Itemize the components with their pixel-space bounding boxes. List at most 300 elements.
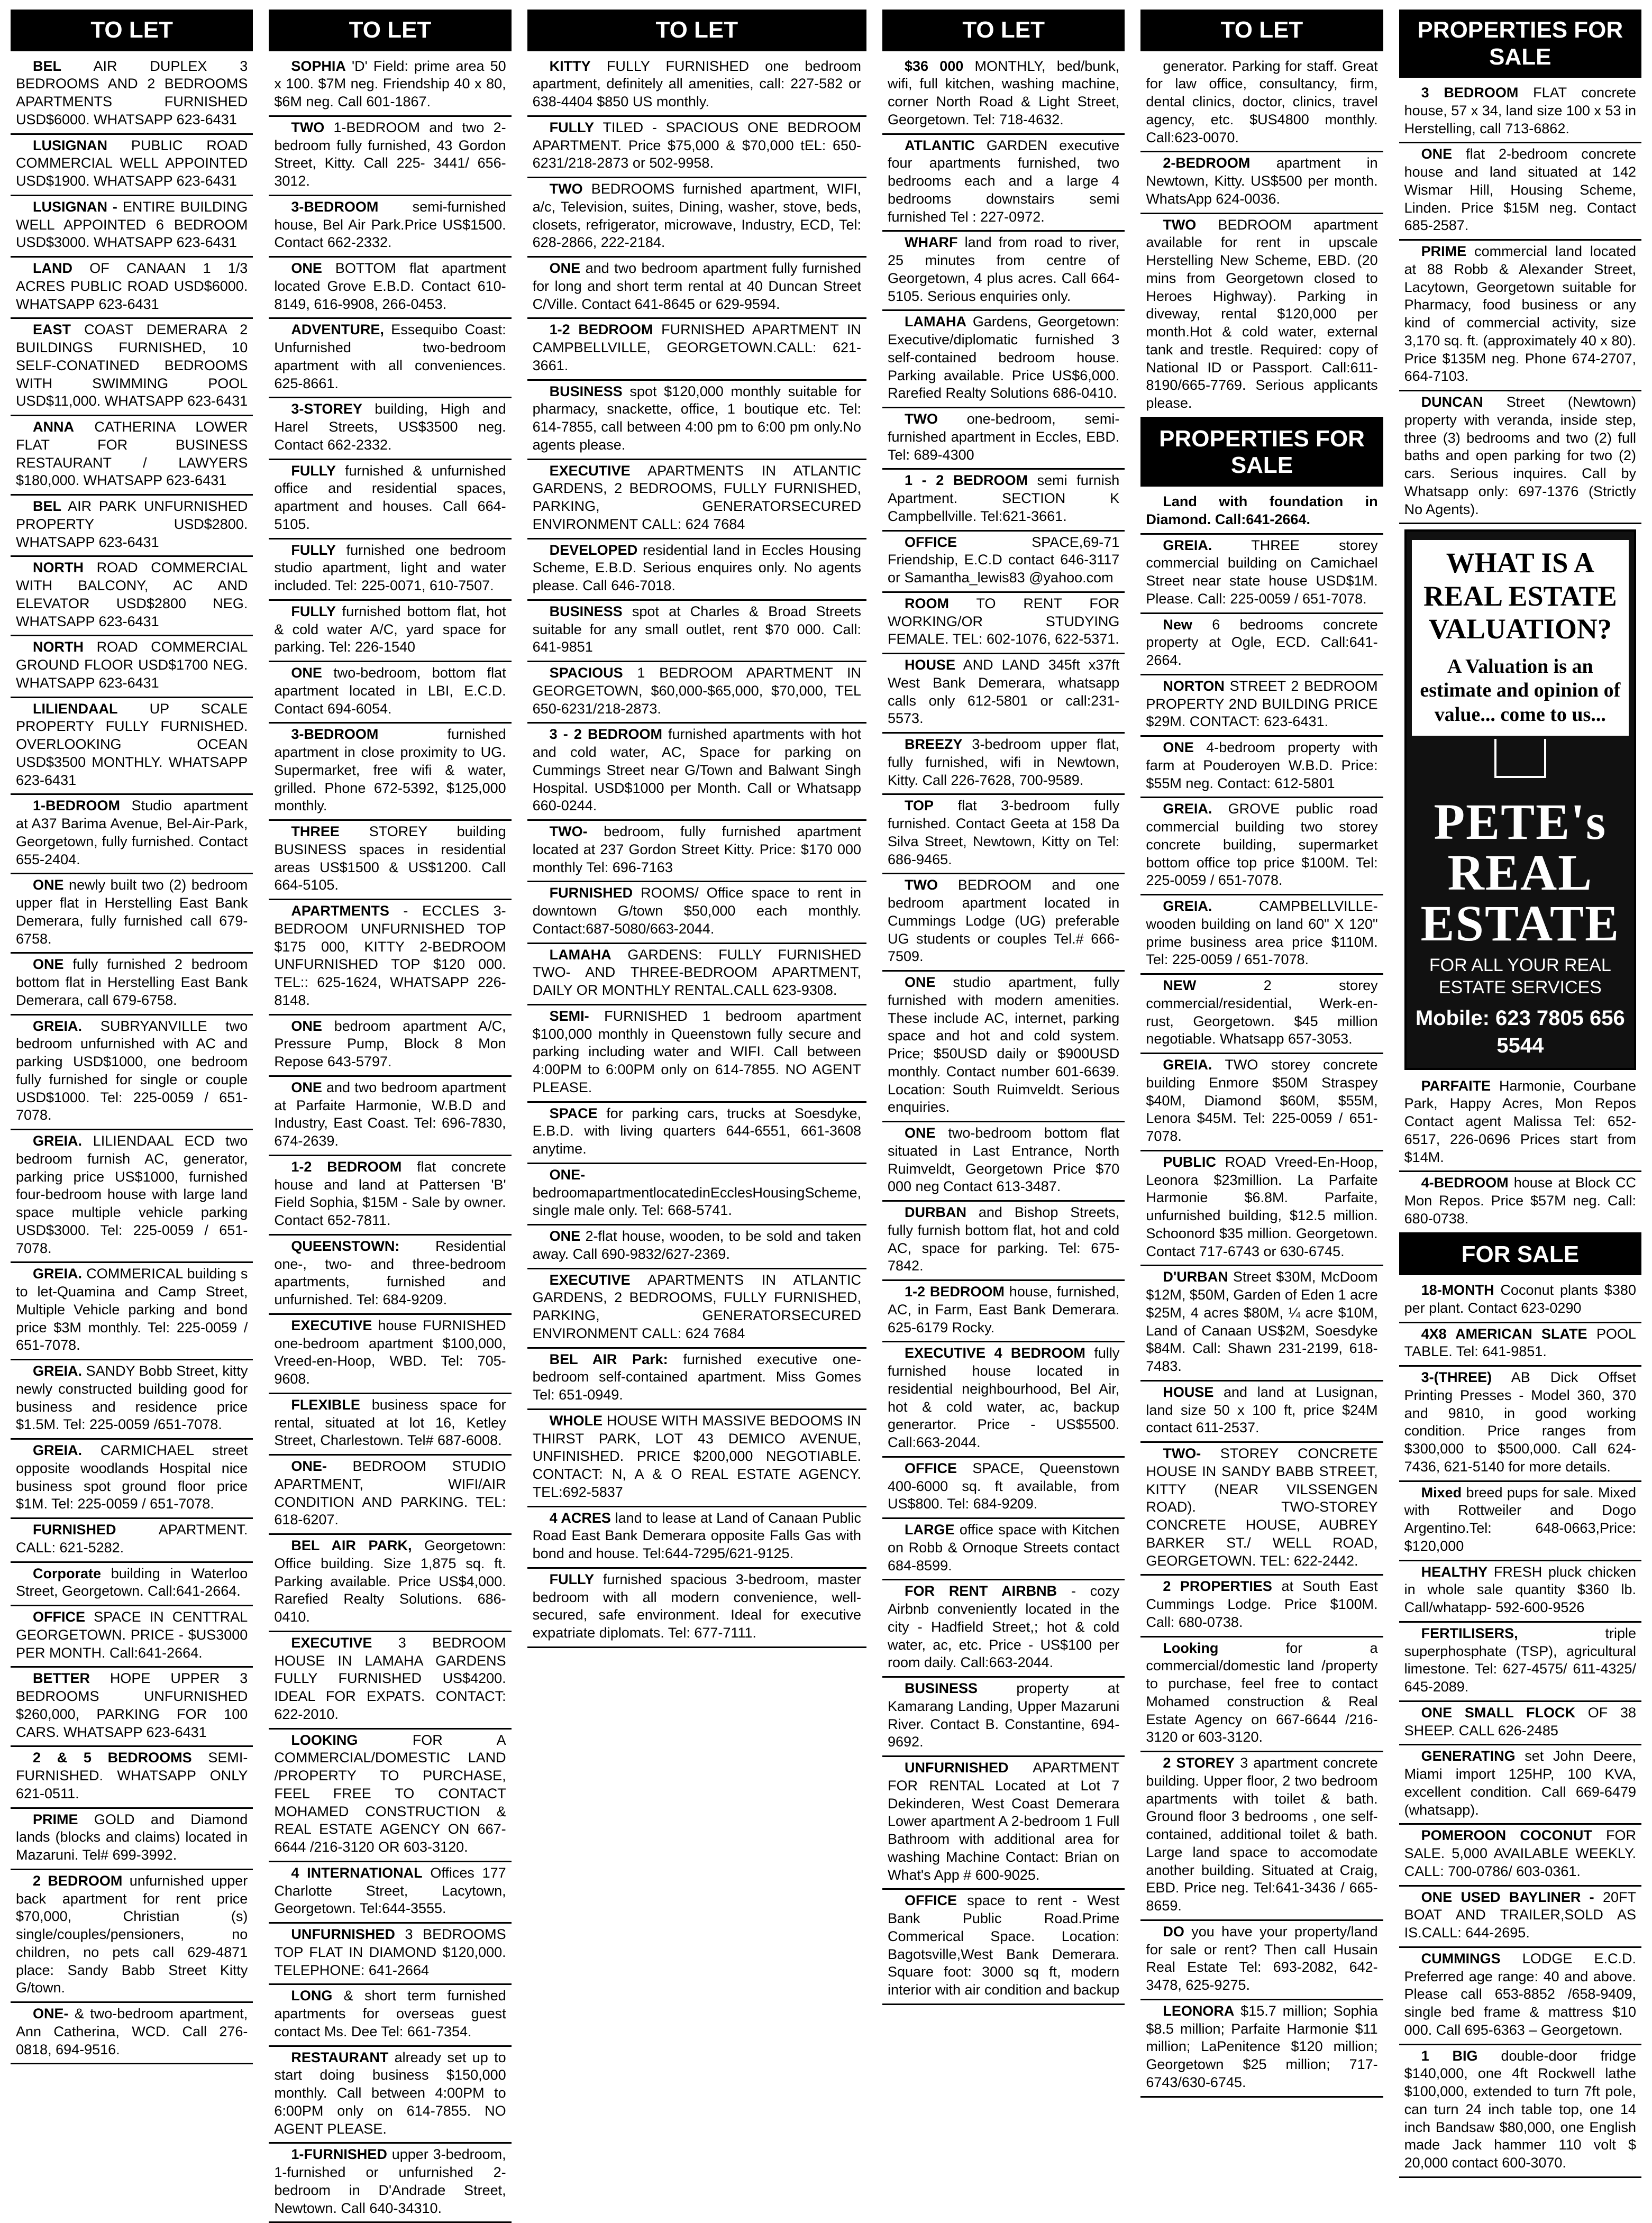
classified-ad: [1399, 1279, 1641, 1323]
ad-body: CAMPBELLVILLE-wooden building on land 60" X 120" prime business area price $110M. Tel: 225-0059 / 651-7078.: [1146, 898, 1378, 968]
ad-lead: GREIA.: [1163, 537, 1212, 553]
classified-ad: [527, 56, 866, 117]
ad-body: - ECCLES 3-BEDROOM UNFURNISHED TOP $175 000, KITTY 2-BEDROOM UNFURNISHED TOP $120 000. TEL:: 625-1624, WHATSAPP 226-8148.: [274, 903, 506, 1008]
house-icon: [1494, 739, 1546, 778]
ad-body: FURNISHED APARTMENT IN CAMPBELLVILLE, GEORGETOWN.CALL: 621-3661.: [532, 322, 861, 373]
ad-lead: DURBAN: [905, 1204, 966, 1221]
ad-lead: BUSINESS: [549, 383, 623, 399]
classified-ad: [1140, 56, 1383, 153]
classified-ad: [527, 1103, 866, 1164]
ad-lead: FULLY: [549, 119, 595, 135]
ad-body: Offices 177 Charlotte Street, Lacytown, Georgetown. Tel:644-3555.: [274, 1864, 506, 1917]
ad-lead: OFFICE: [905, 1460, 957, 1476]
ad-body: OF CANAAN 1 1/3 ACRES PUBLIC ROAD USD$6000. WHATSAPP 623-6431: [16, 260, 248, 312]
ad-body: Street $30M, McDoom $12M, $50M, Garden of Eden 1 acre $25M, 4 acres $80M, ¼ acre $10M, Land of Canaan US$2M, Soesdyke $84M. Call: Shawn 231-2199, 618-7483.: [1146, 1269, 1378, 1375]
advert-subtitle: A Valuation is an estimate and opinion of value... come to us...: [1412, 652, 1629, 736]
classified-ad: [269, 1016, 511, 1077]
classified-ad: [11, 496, 253, 557]
ad-lead: LUSIGNAN: [33, 137, 107, 153]
ad-body: at South East Cummings Lodge. Price $100M. Call: 680-0738.: [1146, 1578, 1378, 1630]
ad-lead: CUMMINGS: [1421, 1950, 1501, 1966]
ad-lead: FERTILISERS,: [1421, 1625, 1518, 1641]
ad-body: UP SCALE PROPERTY FULLY FURNISHED. OVERLOOKING OCEAN USD$3500 MONTHLY. WHATSAPP 623-6431: [16, 700, 248, 788]
classified-ad: [11, 1360, 253, 1440]
column-2: [269, 10, 511, 2223]
ad-body: and two bedroom apartment fully furnished for long and short term rental at 40 Duncan Street C/Ville. Contact 641-8645 or 629-9594.: [532, 260, 861, 312]
ad-body: house FURNISHED one-bedroom apartment $100,000, Vreed-en-Hoop, WBD. Tel: 705-9608.: [274, 1317, 506, 1387]
classified-ad: [1140, 1382, 1383, 1443]
ad-lead: ONE: [549, 1228, 581, 1245]
ad-body: bedroomapartmentlocatedinEcclesHousingScheme, single male only. Tel: 668-5741.: [532, 1184, 861, 1219]
ad-lead: BEL: [33, 58, 61, 74]
classified-ad: [1399, 1948, 1641, 2045]
ad-body: & two-bedroom apartment, Ann Catherina, WCD. Call 276-0818, 694-9516.: [16, 2006, 248, 2057]
ad-lead: ONE: [291, 665, 322, 681]
classified-ad: [1140, 1576, 1383, 1637]
classified-ad: [1399, 1702, 1641, 1746]
ad-lead: ROOM: [905, 595, 949, 611]
ad-body: SANDY Bobb Street, kitty newly constructed building good for business and residence price $1.5M. Tel: 225-0059 /651-7078.: [16, 1363, 248, 1433]
ad-lead: 4X8 AMERICAN SLATE: [1421, 1325, 1587, 1342]
classified-ad: [1140, 675, 1383, 737]
advert-mobile: Mobile: 623 7805 656 5544: [1415, 1006, 1625, 1057]
classified-ad: [882, 56, 1125, 135]
ad-lead: LAMAHA: [549, 946, 611, 963]
ad-body: property at Kamarang Landing, Upper Mazaruni River. Contact B. Constantine, 694-9692.: [888, 1680, 1120, 1750]
ad-lead: 3-BEDROOM: [291, 726, 379, 743]
classified-ad: [11, 1606, 253, 1668]
ad-lead: QUEENSTOWN:: [291, 1238, 400, 1254]
ad-lead: ADVENTURE,: [291, 322, 384, 338]
classified-ad: [11, 795, 253, 874]
ad-body: MONTHLY, bed/bunk, wifi, full kitchen, washing machine, corner North Road & Light Street, Georgetown. Tel: 718-4632.: [888, 58, 1120, 127]
ad-body: AIR PARK UNFURNISHED PROPERTY USD$2800. WHATSAPP 623-6431: [16, 498, 248, 550]
ad-lead: 3-BEDROOM: [291, 198, 379, 215]
ad-lead: LARGE: [905, 1522, 955, 1538]
ad-body: Studio apartment at A37 Barima Avenue, Bel-Air-Park, Georgetown, fully furnished. Contact 655-2404.: [16, 798, 248, 867]
ad-body: BEDROOM and one bedroom apartment located in Cummings Lodge (UG) preferable UG students or couples Tel.# 666-7509.: [888, 877, 1120, 965]
ad-body: BOTTOM flat apartment located Grove E.B.D. Contact 610-8149, 616-9908, 266-0453.: [274, 260, 506, 312]
ad-body: CARMICHAEL street opposite woodlands Hospital nice business spot ground floor price $1M. Tel: 225-0059 / 651-7078.: [16, 1442, 248, 1512]
ad-body: FULLY FURNISHED one bedroom apartment, definitely all amenities, call: 227-582 or 638-4404 $850 US monthly.: [532, 58, 861, 110]
ad-body: SPACE, Queenstown 400-6000 sq. ft available, from US$800. Tel: 684-9209.: [888, 1460, 1120, 1512]
ad-body: TO RENT FOR WORKING/OR STUDYING FEMALE. TEL: 602-1076, 622-5371.: [888, 595, 1120, 647]
ad-body: one-bedroom, semi-furnished apartment in Eccles, EBD. Tel: 689-4300: [888, 411, 1120, 463]
classified-ad: [11, 1130, 253, 1263]
ad-lead: TWO: [905, 411, 938, 427]
ad-lead: FULLY: [549, 1571, 595, 1587]
ad-lead: FULLY: [291, 462, 336, 479]
ad-lead: 2-BEDROOM: [1163, 155, 1251, 171]
ad-lead: ONE: [291, 1018, 322, 1034]
classified-ad: [882, 1122, 1125, 1202]
ad-lead: ONE-: [291, 1458, 327, 1475]
ad-body: house at Block CC Mon Repos. Price $57M neg. Call: 680-0738.: [1404, 1175, 1636, 1227]
ad-body: FURNISHED 1 bedroom apartment $100,000 monthly in Queenstown fully secure and parking including water and WIFI. Call between 4:00PM to 6:00PM only on 614-7855. NO AGENT PLEASE.: [532, 1008, 861, 1095]
ad-body: COMMERICAL building s to let-Quamina and Camp Street, Multiple Vehicle parking and bond price $3M monthly. Tel: 225-0059 / 651-7078.: [16, 1266, 248, 1353]
classified-ad: [527, 1269, 866, 1349]
classified-ad: [882, 470, 1125, 531]
ad-body: flat 3-bedroom fully furnished. Contact Geeta at 158 Da Silva Street, Newtown, Kitty on Tel: 686-9465.: [888, 798, 1120, 867]
classified-ad: [882, 1678, 1125, 1757]
ad-lead: EXECUTIVE 4 BEDROOM: [905, 1345, 1085, 1361]
ad-body: Coconut plants $380 per plant. Contact 623-0290: [1404, 1282, 1636, 1316]
ad-lead: ATLANTIC: [905, 137, 975, 153]
classified-ad: [269, 1985, 511, 2046]
classified-ad: [269, 1456, 511, 1535]
ad-lead: Land with foundation in Diamond. Call:641-2664.: [1146, 493, 1378, 527]
ad-lead: 4 ACRES: [549, 1510, 611, 1526]
ad-lead: NORTON: [1163, 678, 1225, 694]
classified-ad: [11, 56, 253, 135]
classified-ad: [269, 1077, 511, 1156]
ad-body: for parking cars, trucks at Soesdyke, E.B.D. with living quarters 644-6551, 661-3608 anytime.: [532, 1105, 861, 1157]
ad-lead: KITTY: [549, 58, 591, 74]
ad-lead: ONE: [291, 260, 322, 277]
ad-body: office space with Kitchen on Robb & Ornoque Streets contact 684-8599.: [888, 1522, 1120, 1574]
ad-body: building in Waterloo Street, Georgetown. Call:641-2664.: [16, 1565, 248, 1599]
ad-body: studio apartment, fully furnished with modern amenities. These include AC, internet, parking space and hot and cold system. Price; $50USD daily or $900USD monthly. Contact number 601-6639. Location: South Ruimveldt. Serious enquiries.: [888, 974, 1120, 1115]
ad-lead: GREIA.: [33, 1266, 83, 1282]
ad-lead: BEL: [33, 498, 61, 515]
ad-lead: EXECUTIVE: [291, 1317, 372, 1333]
ad-lead: UNFURNISHED: [905, 1760, 1009, 1776]
ad-body: PUBLIC ROAD COMMERCIAL WELL APPOINTED USD$1900. WHATSAPP 623-6431: [16, 137, 248, 189]
real-estate-advert: [1404, 529, 1636, 1069]
classified-ad: [1140, 1752, 1383, 1921]
ad-lead: EXECUTIVE: [549, 462, 631, 479]
classified-ad: [269, 56, 511, 117]
ad-lead: GREIA.: [33, 1133, 83, 1149]
ad-lead: SPACE: [549, 1105, 598, 1121]
classified-ad: [1399, 143, 1641, 241]
ad-lead: Mixed: [1421, 1484, 1462, 1501]
ad-body: OF 38 SHEEP. CALL 626-2485: [1404, 1704, 1636, 1739]
ad-lead: 3 - 2 BEDROOM: [549, 726, 662, 743]
classified-ad: [882, 654, 1125, 734]
ad-lead: 1-2 BEDROOM: [549, 322, 653, 338]
ad-body: $15.7 million; Sophia $8.5 million; Parfaite Harmonie $11 million; LaPenitence $120 million; Georgetown $25 million; 717-6743/630-6745.: [1146, 2002, 1378, 2090]
ad-lead: 4 INTERNATIONAL: [291, 1864, 423, 1881]
ad-body: THREE storey commercial building on Camichael Street near state house USD$1M. Please. Call: 225-0059 / 651-7078.: [1146, 537, 1378, 607]
ad-lead: UNFURNISHED: [291, 1926, 395, 1943]
ad-body: land from road to river, 25 minutes from centre of Georgetown, 4 plus acres. Call 664-5105. Serious enquiries only.: [888, 234, 1120, 304]
ad-lead: ONE-: [549, 1166, 586, 1183]
ad-lead: ONE: [1421, 146, 1453, 162]
classified-ad: [527, 1569, 866, 1648]
ad-body: ROOMS/ Office space to rent in downtown G/town $50,000 each monthly. Contact:687-5080/663-2044.: [532, 885, 861, 937]
ad-lead: LAMAHA: [905, 314, 966, 330]
ad-lead: GREIA.: [33, 1442, 83, 1459]
ad-body: APARTMENTS IN ATLANTIC GARDENS, 2 BEDROOMS, FULLY FURNISHED, PARKING, GENERATORSECURED ENVIRONMENT CALL: 624 7684: [532, 1271, 861, 1341]
ad-lead: WHARF: [905, 234, 958, 251]
column-5: [1140, 10, 1383, 2223]
ad-lead: FLEXIBLE: [291, 1396, 360, 1413]
classified-ad: [527, 460, 866, 539]
ad-lead: LONG: [291, 1988, 333, 2004]
classified-ad: [1140, 2000, 1383, 2098]
ad-body: semi furnish Apartment. SECTION K Campbellville. Tel:621-3661.: [888, 472, 1120, 524]
ad-body: ROAD COMMERCIAL WITH BALCONY, AC AND ELEVATOR USD$2800 NEG. WHATSAPP 623-6431: [16, 560, 248, 629]
classified-ad: [882, 1580, 1125, 1678]
classified-ad: [11, 636, 253, 698]
ad-body: GARDEN executive four apartments furnished, two bedrooms each and a large 4 bedrooms downstairs semi furnished Tel : 227-0972.: [888, 137, 1120, 225]
ad-lead: SPACIOUS: [549, 665, 623, 681]
ad-body: commercial land located at 88 Robb & Alexander Street, Lacytown, Georgetown suitable for Pharmacy, food business or any kind of commercial activity, size 3,170 sq. ft. (approximately 40 x 80). Price $135M neg. Phone 674-2707, 664-7103.: [1404, 243, 1636, 385]
ad-body: fully furnished 2 bedroom bottom flat in Herstelling East Bank Demerara, call 679-6758.: [16, 956, 248, 1008]
ad-lead: 1-2 BEDROOM: [291, 1158, 402, 1175]
ad-lead: 4-BEDROOM: [1421, 1175, 1509, 1191]
column-3: [527, 10, 866, 2223]
ad-lead: BEL AIR PARK,: [291, 1538, 412, 1554]
ad-body: spot $120,000 monthly suitable for pharmacy, snackette, office, 1 boutique etc. Tel: 614-7855, call between 4:00 pm to 6:00 pm only.No agents please.: [532, 383, 861, 453]
ad-lead: PARFAITE: [1421, 1077, 1491, 1094]
ad-lead: New: [1163, 616, 1192, 633]
ad-lead: HOUSE: [1163, 1384, 1214, 1400]
classified-ad: [527, 882, 866, 944]
classified-ad: [269, 1236, 511, 1315]
classified-ad: [527, 258, 866, 319]
classified-ad: [11, 1563, 253, 1607]
ad-lead: DUNCAN: [1421, 394, 1483, 410]
ad-body: & short term furnished apartments for overseas guest contact Ms. Dee Tel: 661-7354.: [274, 1988, 506, 2039]
ad-body: furnished & unfurnished office and residential spaces, apartment and houses. Call 664-5105.: [274, 462, 506, 532]
ad-body: fully furnished house located in residential neighbourhood, Bel Air, hot & cold water, ac, backup generartor. Price - US$5500. Call:663-2044.: [888, 1345, 1120, 1451]
ad-lead: FURNISHED: [549, 885, 633, 901]
ad-body: APARTMENTS IN ATLANTIC GARDENS, 2 BEDROOMS, FULLY FURNISHED, PARKING, GENERATORSECURED ENVIRONMENT CALL: 624 7684: [532, 462, 861, 532]
ad-lead: ONE: [905, 974, 936, 991]
ad-lead: 3-(THREE): [1421, 1369, 1492, 1386]
ad-lead: Looking: [1163, 1640, 1219, 1656]
ad-lead: LAND: [33, 260, 72, 277]
classified-ad: [1140, 895, 1383, 975]
classified-ad: [1399, 1482, 1641, 1561]
ad-body: house, furnished, AC, in Farm, East Bank Demerara. 625-6179 Rocky.: [888, 1284, 1120, 1335]
ad-lead: PUBLIC: [1163, 1154, 1216, 1170]
ad-body: Harmonie, Courbane Park, Happy Acres, Mon Repos Contact agent Malissa Tel: 652-6517, 226-0696 Prices start from $14M.: [1404, 1077, 1636, 1165]
ad-lead: GREIA.: [1163, 1057, 1212, 1073]
ad-body: 1 BEDROOM APARTMENT IN GEORGETOWN, $60,000-$65,000, $70,000, TEL 650-6231/218-2873.: [532, 665, 861, 717]
ad-body: and two bedroom apartment at Parfaite Harmonie, W.B.D and Industry, East Coast. Tel: 696-7830, 674-2639.: [274, 1079, 506, 1149]
ad-body: FOR SALE. 5,000 AVAILABLE WEEKLY. CALL: 700-0786/ 603-0361.: [1404, 1827, 1636, 1879]
classified-ad: [1399, 1172, 1641, 1233]
classified-ad: [1140, 1443, 1383, 1576]
ad-body: GROVE public road commercial building two storey concrete building, supermarket bottom office top price $100M. Tel: 225-0059 / 651-7078.: [1146, 801, 1378, 889]
ad-body: Gardens, Georgetown: Executive/diplomatic furnished 3 self-contained bedroom house. Parking available. Price US$6,000. Rarefied Realty Solutions 686-0410.: [888, 314, 1120, 401]
ad-lead: 2 & 5 BEDROOMS: [33, 1750, 192, 1766]
ad-body: you have your property/land for sale or rent? Then call Husain Real Estate Tel: 693-2082, 642-3478, 625-9275.: [1146, 1923, 1378, 1993]
ad-body: COAST DEMERARA 2 BUILDINGS FURNISHED, 10 SELF-CONATINED BEDROOMS WITH SWIMMING POOL USD$11,000. WHATSAPP 623-6431: [16, 322, 248, 409]
ad-body: FOR A COMMERCIAL/DOMESTIC LAND /PROPERTY TO PURCHASE, FEEL FREE TO CONTACT MOHAMED CONSTRUCTION & REAL ESTATE AGENCY ON 667-6644 /216-3120 OR 603-3120.: [274, 1732, 506, 1855]
classified-ad: [882, 795, 1125, 874]
ad-body: BEDROOM apartment available for rent in upscale Herstelling New Scheme, EBD. (20 mins from Georgetown closed to Heroes Highway). Parking in diveway, rental $120,000 per month.Hot & cold water, external tank and trestle. Required: copy of National ID or Passport. Call:611-8190/665-7769. Serious applicants please.: [1146, 216, 1378, 411]
ad-lead: THREE: [291, 824, 340, 840]
ad-body: furnished apartments with hot and cold water, AC, Space for parking on Cummings Street near G/Town and Balwant Singh Hospital. USD$1000 per Month. Call or Whatsapp 660-0244.: [532, 726, 861, 814]
classified-ad: [11, 1440, 253, 1519]
advert-tagline: FOR ALL YOUR REAL ESTATE SERVICES: [1429, 955, 1611, 998]
ad-lead: GREIA.: [33, 1018, 83, 1034]
ad-body: Georgetown: Office building. Size 1,875 sq. ft. Parking available. Price US$4,000. Rarefied Realty Solutions. 686-0410.: [274, 1538, 506, 1625]
ad-body: 1-BEDROOM and two 2-bedroom fully furnished, 43 Gordon Street, Kitty. Call 225- 3441/ 656-3012.: [274, 119, 506, 189]
classified-ad: [1399, 1323, 1641, 1367]
classified-ad: [269, 117, 511, 196]
classified-ad: [11, 1263, 253, 1360]
ad-body: semi-furnished house, Bel Air Park.Price US$1500. Contact 662-2332.: [274, 198, 506, 251]
classified-ad: [527, 178, 866, 258]
ad-body: SUBRYANVILLE two bedroom unfurnished with AC and parking USD$1000, one bedroom fully furnished for single or couple USD$1000. Tel: 225-0059 / 651-7078.: [16, 1018, 248, 1123]
advert-question: WHAT IS A REAL ESTATE VALUATION?: [1412, 540, 1629, 651]
classified-ad: [1140, 152, 1383, 214]
ad-lead: ONE-: [33, 2006, 69, 2022]
column-6: [1399, 10, 1641, 2223]
classified-ad: [269, 1315, 511, 1394]
ad-body: set John Deere, Miami import 125HP, 100 KVA, excellent condition. Call 669-6479 (whatsapp).: [1404, 1748, 1636, 1818]
ad-lead: 1 - 2 BEDROOM: [905, 472, 1028, 489]
ad-body: ROAD Vreed-En-Hoop, Leonora $23million. La Parfaite Harmonie $6.8M. Parfaite, unfurnished building, $12.5 million. Schoonord $35 million. Georgetown. Contact 717-6743 or 630-6745.: [1146, 1154, 1378, 1259]
ad-body: bedroom apartment A/C, Pressure Pump, Block 8 Mon Repose 643-5797.: [274, 1018, 506, 1070]
classified-ad: [882, 1281, 1125, 1342]
ad-lead: ONE: [291, 1079, 322, 1095]
classified-ad: [11, 698, 253, 795]
classified-ad: [527, 381, 866, 460]
ad-lead: NORTH: [33, 560, 84, 576]
ad-lead: 2 PROPERTIES: [1163, 1578, 1272, 1595]
ad-lead: NEW: [1163, 977, 1197, 994]
ad-lead: LILIENDAAL: [33, 700, 118, 717]
ad-body: ROAD COMMERCIAL GROUND FLOOR USD$1700 NEG. WHATSAPP 623-6431: [16, 639, 248, 691]
classified-ad: [527, 601, 866, 662]
classified-ad: [269, 2047, 511, 2144]
ad-lead: HEALTHY: [1421, 1563, 1488, 1580]
ad-lead: ONE USED BAYLINER -: [1421, 1889, 1594, 1905]
ad-lead: 2 BEDROOM: [33, 1872, 123, 1889]
classified-ad: [11, 135, 253, 196]
classified-ad: [882, 232, 1125, 311]
ad-lead: 3 BEDROOM: [1421, 85, 1519, 101]
ad-body: and Bishop Streets, fully furnish bottom flat, hot and cold AC, space for parking. Tel: 675-7842.: [888, 1204, 1120, 1274]
classified-ad: [269, 1156, 511, 1236]
ad-body: 3 BEDROOM HOUSE IN LAMAHA GARDENS FULLY FURNISHED US$4200. IDEAL FOR EXPATS. CONTACT: 622-2010.: [274, 1634, 506, 1722]
ad-lead: BUSINESS: [549, 603, 623, 619]
ad-body: SPACE IN CENTTRAL GEORGETOWN. PRICE - $US3000 PER MONTH. Call:641-2664.: [16, 1609, 248, 1661]
classified-ad: [1399, 1075, 1641, 1173]
ad-lead: OFFICE: [905, 534, 957, 550]
classified-ad: [1399, 1825, 1641, 1886]
ad-body: 6 bedrooms concrete property at Ogle, ECD. Call:641-2664.: [1146, 616, 1378, 669]
classified-ad: [1399, 1623, 1641, 1702]
classified-ad: [882, 1458, 1125, 1519]
ad-body: 'D' Field: prime area 50 x 100. $7M neg. Friendship 40 x 80, $6M neg. Call 601-1867.: [274, 58, 506, 110]
ad-lead: OFFICE: [905, 1892, 957, 1909]
section-header: TO LET: [1140, 10, 1383, 51]
ad-lead: GENERATING: [1421, 1748, 1516, 1764]
ad-lead: GREIA.: [33, 1363, 83, 1379]
section-header: PROPERTIES FOR SALE: [1399, 10, 1641, 78]
ad-body: - cozy Airbnb conveniently located in the city - Hadfield Street,; hot & cold water, ac, etc. Price - US$100 per room daily. Call:663-2044.: [888, 1583, 1120, 1671]
classified-ad: [1140, 737, 1383, 798]
ad-lead: TWO-: [549, 824, 588, 840]
classified-ad: [269, 539, 511, 601]
ad-body: ENTIRE BUILDING WELL APPOINTED 6 BEDROOM USD$3000. WHATSAPP 623-6431: [16, 198, 248, 251]
ad-body: BEDROOMS furnished apartment, WIFI, a/c, Television, suites, Dining, washer, stove, beds, closets, refrigerator, microwave, Industry, ECD, Tel: 628-2866, 222-2184.: [532, 181, 861, 251]
classified-ad: [269, 460, 511, 539]
ad-lead: POMEROON COCONUT: [1421, 1827, 1592, 1844]
classified-ad: [269, 1535, 511, 1632]
classified-ad: [527, 1164, 866, 1225]
classified-ad: [11, 1809, 253, 1870]
classified-ad: [1140, 1637, 1383, 1753]
ad-body: upper 3-bedroom, 1-furnished or unfurnished 2-bedroom in D'Andrade Street, Newtown. Call 640-34310.: [274, 2146, 506, 2216]
classified-ad: [527, 1507, 866, 1569]
classified-ad: [1399, 82, 1641, 143]
ad-body: STOREY building BUSINESS spaces in residential areas US$1500 & US$1200. Call 664-5105.: [274, 824, 506, 893]
ad-body: breed pups for sale. Mixed with Rottweiler and Dogo Argentino.Tel: 648-0663,Price: $120,000: [1404, 1484, 1636, 1554]
classified-ad: [11, 557, 253, 636]
classified-ad: [269, 1730, 511, 1862]
ad-lead: ONE: [549, 260, 581, 277]
ad-body: GARDENS: FULLY FURNISHED TWO- AND THREE-BEDROOM APARTMENT, DAILY OR MONTHLY RENTAL.CALL 623-9308.: [532, 946, 861, 999]
ad-body: 3 BEDROOMS TOP FLAT IN DIAMOND $120,000. TELEPHONE: 641-2664: [274, 1926, 506, 1978]
section-header: TO LET: [11, 10, 253, 51]
classified-ad: [11, 954, 253, 1015]
section-header: FOR SALE: [1399, 1234, 1641, 1276]
ad-body: furnished spacious 3-bedroom, master bedroom with all modern convenience, well-secured, safe environment. Ideal for executive expatriate diplomats. Tel: 677-7111.: [532, 1571, 861, 1641]
ad-lead: D'URBAN: [1163, 1269, 1228, 1285]
classified-ad: [269, 601, 511, 662]
classified-ad: [269, 1632, 511, 1730]
ad-body: furnished apartment in close proximity to UG. Supermarket, free wifi & water, grilled. Phone 672-5392, $125,000 monthly.: [274, 726, 506, 814]
ad-lead: 1-FURNISHED: [291, 2146, 387, 2163]
classified-ad: [11, 416, 253, 496]
ad-body: HOUSE WITH MASSIVE BEDOOMS IN THIRST PARK, LOT 43 DEMICO AVENUE, UNFINISHED. PRICE $200,000 NEGOTIABLE. CONTACT: N, A & O REAL ESTATE AGENCY. TEL:692-5837: [532, 1412, 861, 1500]
ad-body: double-door fridge $140,000, one 4ft Rockwell lathe $100,000, extended to turn 7ft pole, can turn 24 inch table top, one 14 inch Bandsaw $80,000, one English made Jack hammer 110 volt $ 20,000 contact 600-3070.: [1404, 2047, 1636, 2171]
classified-ad: [882, 408, 1125, 470]
ad-lead: APARTMENTS: [291, 903, 389, 919]
ad-body: Essequibo Coast: Unfurnished two-bedroom apartment with all conveniences. 625-8661.: [274, 322, 506, 391]
classified-ad: [527, 117, 866, 178]
classified-ad: [527, 1225, 866, 1269]
classified-ad: [1399, 391, 1641, 524]
ad-lead: BEL AIR Park:: [549, 1351, 668, 1367]
ad-lead: $36 000: [905, 58, 964, 74]
ad-lead: PRIME: [33, 1811, 78, 1827]
classified-ad: [1140, 975, 1383, 1054]
section-header: TO LET: [527, 10, 866, 51]
classified-ad: [882, 135, 1125, 232]
ad-lead: PRIME: [1421, 243, 1467, 260]
ad-lead: DEVELOPED: [549, 542, 638, 558]
classified-ad: [882, 972, 1125, 1122]
classified-ad: [882, 311, 1125, 408]
ad-lead: FURNISHED: [33, 1522, 116, 1538]
ad-body: 4-bedroom property with farm at Pouderoyen W.B.D. Price: $55M neg. Contact: 612-5801: [1146, 739, 1378, 791]
classified-ad: [269, 662, 511, 724]
classified-ad: [1140, 491, 1383, 535]
ad-lead: SOPHIA: [291, 58, 346, 74]
ad-lead: SEMI-: [549, 1008, 589, 1024]
classified-ad: [527, 1410, 866, 1507]
classified-ad: [269, 724, 511, 821]
ad-body: APARTMENT. CALL: 621-5282.: [16, 1522, 248, 1556]
ad-body: spot at Charles & Broad Streets suitable for any small outlet, rent $70 000. Call: 641-9851: [532, 603, 861, 655]
ad-body: space to rent - West Bank Public Road.Prime Commerical Space. Location: Bagotsville,West Bank Demerara. Square foot: 3000 sq ft, modern interior with air condition and backup: [888, 1892, 1120, 1998]
ad-body: Street (Newtown) property with veranda, inside step, three (3) bedrooms and two (2) full baths and open parking for two (2) cars. Serious inquires. Call by Whatsapp only: 697-1376 (Strictly No Agents).: [1404, 394, 1636, 517]
classified-ad: [1399, 241, 1641, 391]
ad-body: furnished executive one-bedroom self-contained apartment. Miss Gomes Tel: 651-0949.: [532, 1351, 861, 1403]
ad-body: flat 2-bedroom concrete house and land situated at 142 Wismar Hill, Housing Scheme, Linden. Price $15M neg. Contact 685-2587.: [1404, 146, 1636, 234]
classified-ad: [882, 874, 1125, 972]
ad-lead: 1-BEDROOM: [33, 798, 121, 814]
